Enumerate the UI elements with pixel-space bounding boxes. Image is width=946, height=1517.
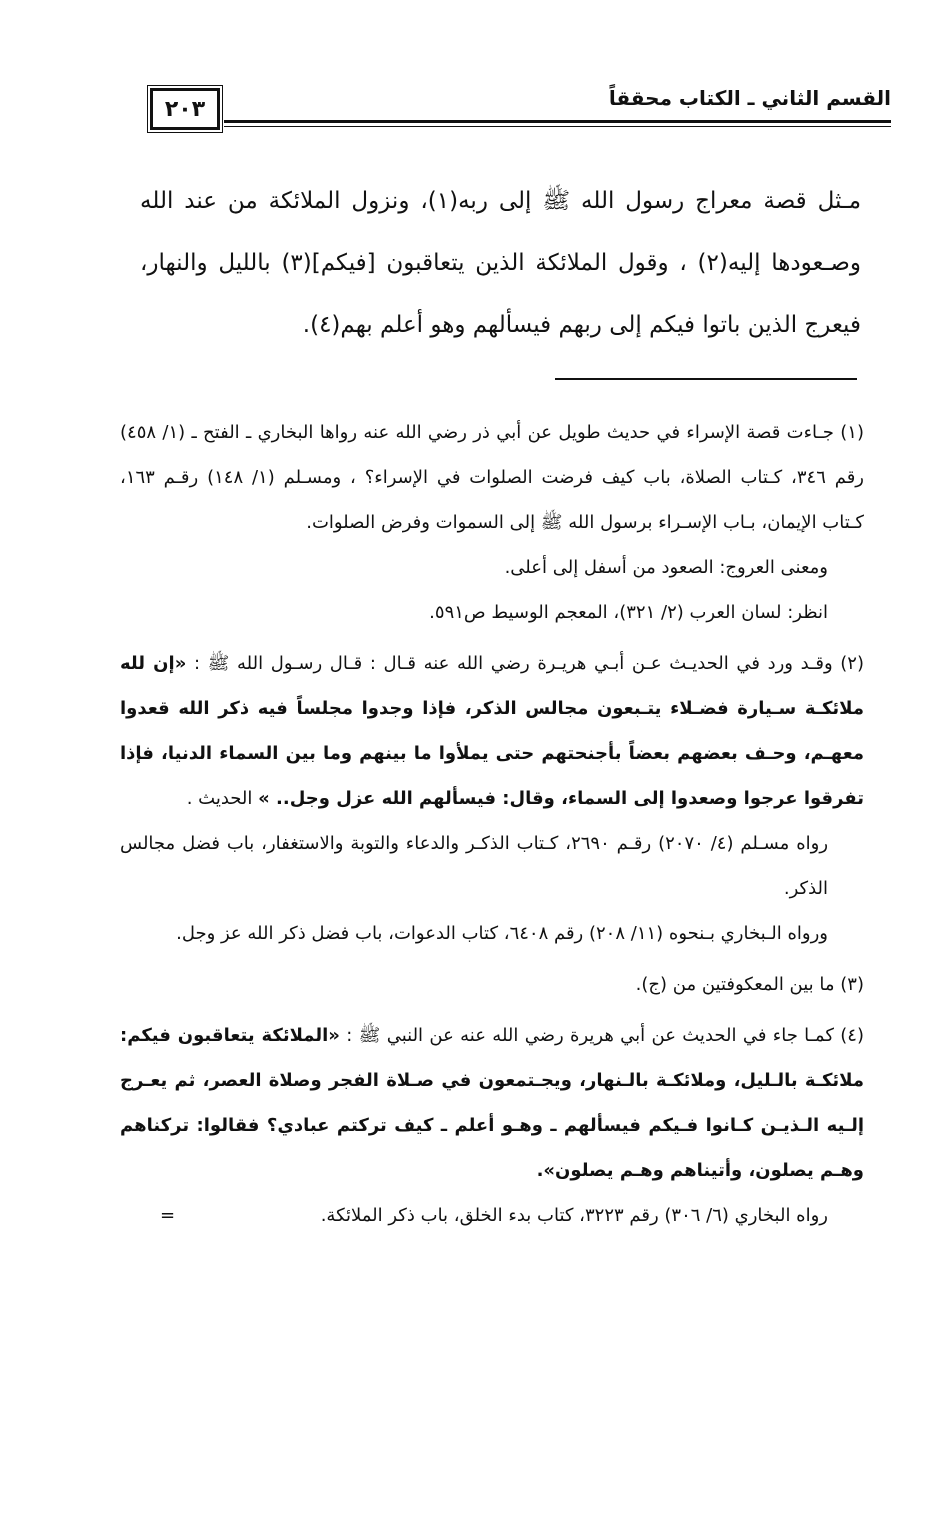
footnote-text: رواه مسـلم (٤/ ٢٠٧٠) رقـم ٢٦٩٠، كـتاب الذكـر والدعاء والتوبة والاستغفار، باب فضل مجالس الذكر.: [120, 833, 829, 899]
page-number-box: [150, 88, 220, 130]
footnote-separator: [555, 378, 857, 380]
page-header: [140, 70, 891, 130]
footnote-2: [120, 641, 864, 956]
header-rule: [224, 120, 891, 123]
hadith-quote: «إن لله ملائكـة سـيارة فضـلاء يتـبعون مجالس الذكر، فإذا وجدوا مجلساً فيه ذكر الله قعدوا معهـم، وحـف بعضهم بعضاً بأجنحتهم حتى يملأوا ما بينهم وما بين السماء الدنيا، فإذا تفرقوا عرجوا وصعدوا إلى السماء، وقال: فيسألهم الله عزل وجل.. »: [120, 653, 864, 809]
footnote-text: انظر: لسان العرب (٢/ ٣٢١)، المعجم الوسيط ص٥٩١.: [429, 602, 828, 623]
header-rule-thin: [224, 126, 891, 127]
footnote-intro: وقـد ورد في الحديـث عـن أبـي هريـرة رضي الله عنه قـال : قـال رسـول الله ﷺ :: [193, 653, 833, 674]
footnote-4: [120, 1013, 864, 1238]
footnote-3: [120, 962, 864, 1007]
footnote-text: ومعنى العروج: الصعود من أسفل إلى أعلى.: [504, 557, 828, 578]
footnote-intro: كمـا جاء في الحديث عن أبي هريرة رضي الله عنه عن النبي ﷺ :: [346, 1025, 834, 1046]
footnote-text: رواه البخاري (٦/ ٣٠٦) رقم ٣٢٢٣، كتاب بدء الخلق، باب ذكر الملائكة.: [320, 1205, 828, 1226]
footnote-text: جـاءت قصة الإسراء في حديث طويل عن أبي ذر رضي الله عنه رواها البخاري ـ الفتح ـ (١/ ٤٥٨) رقم ٣٤٦، كـتاب الصلاة، باب كيف فرضت الصلوات في الإسراء؟ ، ومسـلم (١/ ١٤٨) رقـم ١٦٣، كـتاب الإيمان، بـاب الإسـراء برسول الله ﷺ إلى السموات وفرض الصلوات.: [120, 422, 865, 533]
main-paragraph: مـثل قصة معراج رسول الله ﷺ إلى ربه(١)، ونزول الملائكة من عند الله وصـعودها إليه(٢) ، وقول الملائكة الذين يتعاقبون [فيكم](٣) بالليل والنهار، فيعرج الذين باتوا فيكم إلى ربهم فيسألهم وهو أعلم بهم(٤).: [140, 188, 862, 338]
hadith-quote: «الملائكة يتعاقبون فيكم: ملائكـة بالـليل، وملائكـة بالـنهار، ويجـتمعون في صـلاة الفجر وصلاة العصر، ثم يعـرج إلـيه الـذيـن كـانوا فـيكم فيسألهم ـ وهـو أعلم ـ كيف تركتم عبادي؟ فقالوا: تركناهم وهـم يصلون، وأتيناهم وهـم يصلون».: [120, 1025, 864, 1181]
continuation-mark: =: [160, 1205, 176, 1226]
footnote-marker: (١): [840, 422, 864, 443]
footnote-marker: (٣): [840, 974, 864, 995]
footnote-marker: (٢): [840, 653, 864, 674]
footnote-1: [120, 410, 864, 635]
footnotes: [120, 410, 864, 1244]
footnote-text: ورواه الـبخاري بـنحوه (١١/ ٢٠٨) رقم ٦٤٠٨، كتاب الدعوات، باب فضل ذكر الله عز وجل.: [176, 923, 828, 944]
footnote-text: الحديث .: [186, 788, 253, 809]
running-title: القسم الثاني ـ الكتاب محققاً: [608, 86, 891, 110]
footnote-text: ما بين المعكوفتين من (ج).: [635, 974, 835, 995]
page-number: ٢٠٣: [164, 96, 206, 122]
footnote-marker: (٤): [840, 1025, 864, 1046]
